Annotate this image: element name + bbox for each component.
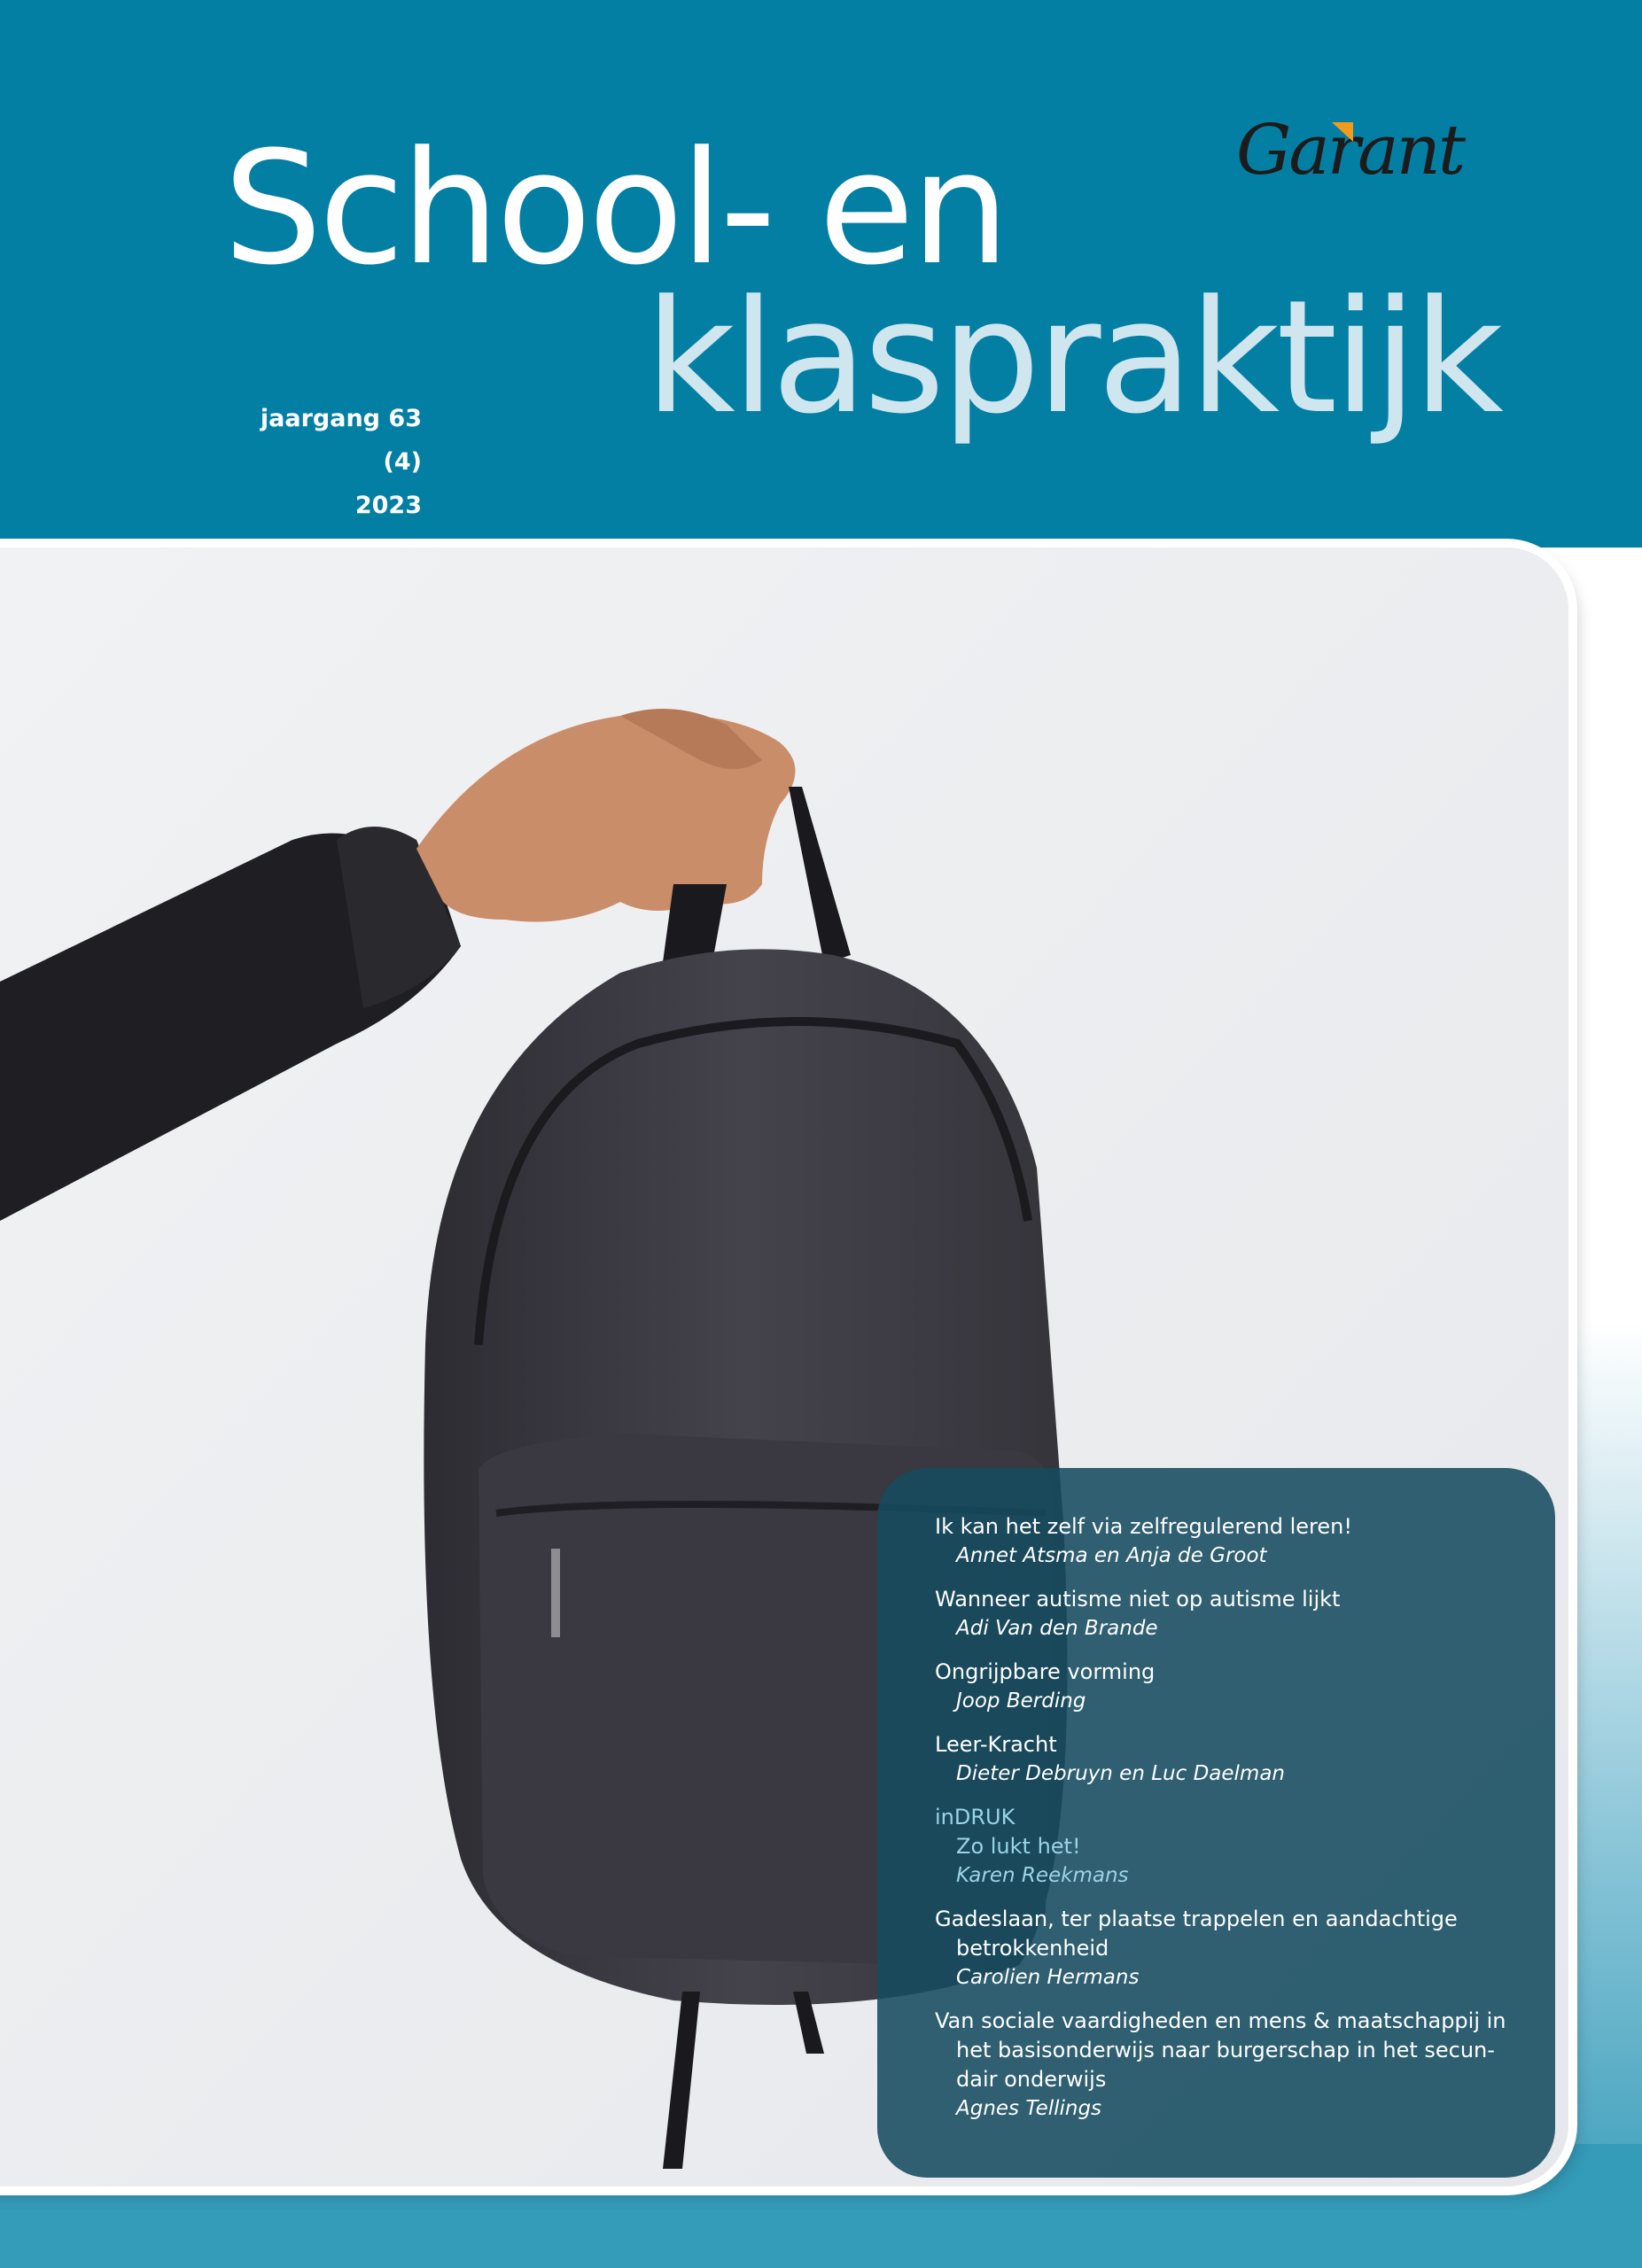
toc-item-author: Annet Atsma en Anja de Groot <box>956 1544 1267 1567</box>
cover-header <box>0 0 1642 548</box>
toc-item-title: Ik kan het zelf via zelfregulerend leren! <box>935 1514 1352 1539</box>
year-label: 2023 <box>354 492 422 519</box>
magazine-title-line-2: klaspraktijk <box>645 267 1500 448</box>
toc-item <box>935 1905 1529 1992</box>
toc-item-author: Adi Van den Brande <box>956 1617 1158 1640</box>
toc-item-author: Agnes Tellings <box>956 2097 1102 2120</box>
toc-item <box>935 1512 1529 1571</box>
toc-item <box>935 1585 1529 1643</box>
toc-item-author: Karen Reekmans <box>956 1864 1129 1887</box>
magazine-title-line-1: School- en <box>223 118 1007 299</box>
toc-item-title: Van sociale vaardigheden en mens & maatschappij in het basisonderwijs naar burgerschap in het secun- dair onderwijs <box>935 2008 1506 2092</box>
toc-item-title: Ongrijpbare vorming <box>935 1659 1156 1684</box>
toc-item <box>935 1658 1529 1716</box>
toc-item-indruk <box>935 1803 1529 1891</box>
toc-item <box>935 1730 1529 1789</box>
toc-item-author: Carolien Hermans <box>956 1966 1140 1989</box>
toc-item-title: Wanneer autisme niet op autisme lijkt <box>935 1587 1341 1612</box>
logo-mark-icon <box>1332 122 1353 142</box>
toc-item-title: Leer-Kracht <box>935 1732 1057 1757</box>
volume-label: jaargang 63 (4) <box>260 405 422 476</box>
toc-item-title: Gadeslaan, ter plaatse trappelen en aandachtige betrokkenheid <box>935 1907 1458 1961</box>
toc-item <box>935 2007 1529 2124</box>
toc-item-author: Dieter Debruyn en Luc Daelman <box>956 1762 1285 1785</box>
table-of-contents <box>877 1468 1555 2178</box>
logo-text: Garant <box>1236 111 1464 190</box>
issue-info <box>232 397 422 527</box>
toc-item-subtitle: Zo lukt het! <box>956 1834 1081 1859</box>
toc-item-title: inDRUK <box>935 1805 1016 1829</box>
toc-item-author: Joop Berding <box>956 1689 1086 1713</box>
garant-logo <box>1236 106 1464 195</box>
